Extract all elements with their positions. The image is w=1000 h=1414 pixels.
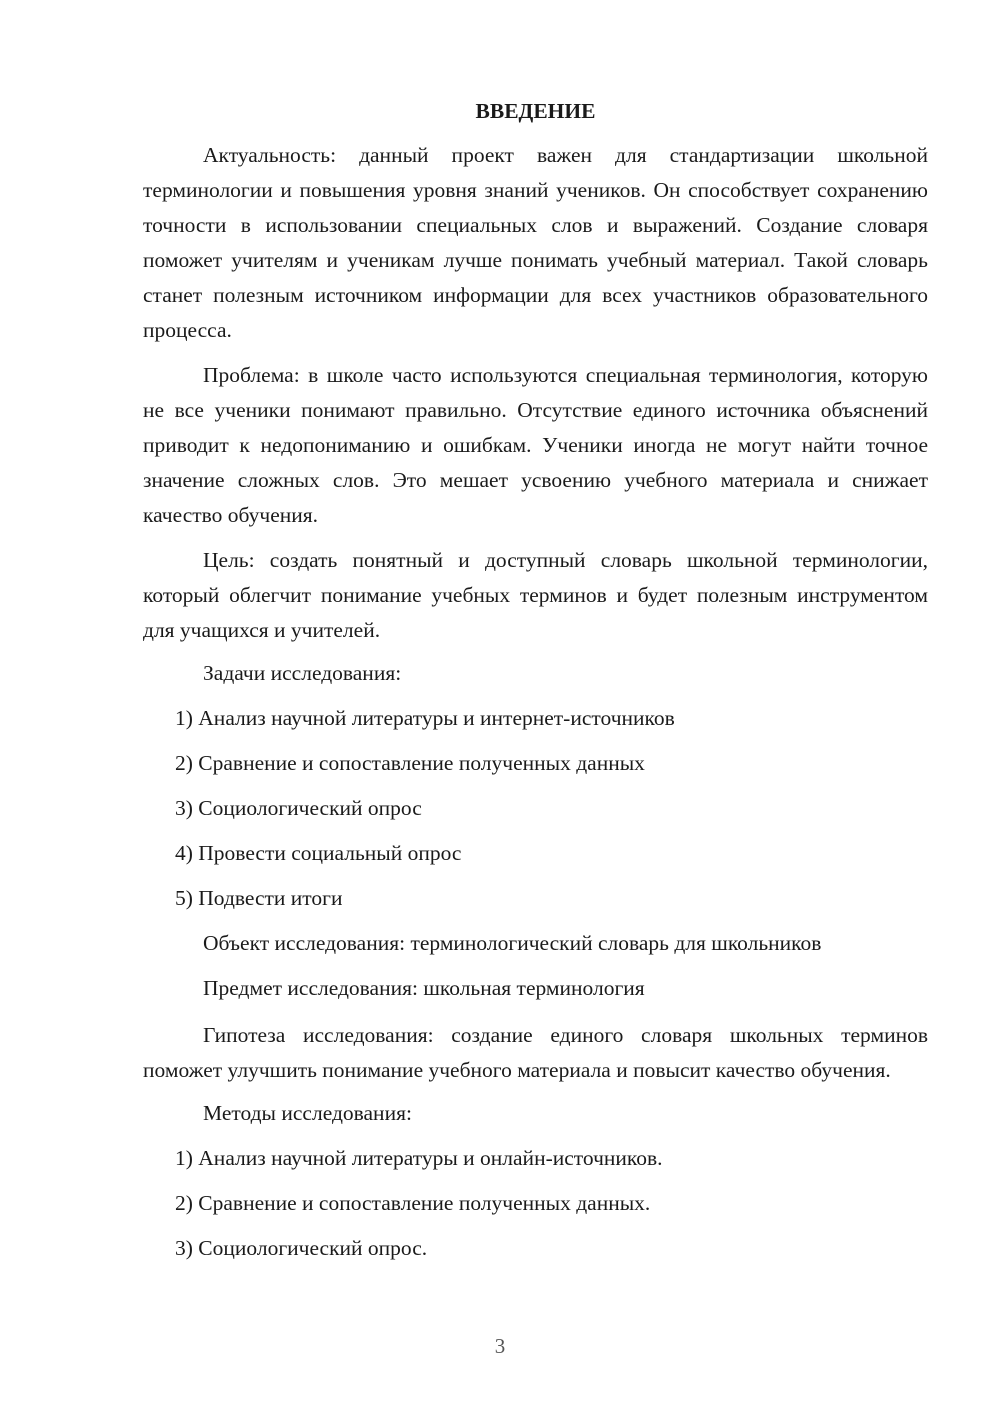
list-item: 4) Провести социальный опрос xyxy=(175,841,462,865)
list-item: 2) Сравнение и сопоставление полученных данных xyxy=(175,751,645,775)
problem-paragraph: Проблема: в школе часто используются специальная терминология, которую не все ученики понимают правильно. Отсутствие единого источника объяснений приводит к недопониманию и ошибкам. Ученики иногда не могут найти точное значение сложных слов. Это мешает усвоению учебного материала и снижает качество обучения. xyxy=(143,363,928,527)
document-page xyxy=(143,96,928,1278)
methods-list xyxy=(143,1143,928,1263)
research-subject: Предмет исследования: школьная терминология xyxy=(203,976,645,1000)
relevance-paragraph: Актуальность: данный проект важен для стандартизации школьной терминологии и повышения уровня знаний учеников. Он способствует сохранению точности в использовании специальных слов и выражений. Создание словаря поможет учителям и ученикам лучше понимать учебный материал. Такой словарь станет полезным источником информации для всех участников образовательного процесса. xyxy=(143,143,928,342)
tasks-list xyxy=(143,703,928,913)
goal-paragraph: Цель: создать понятный и доступный словарь школьной терминологии, который облегчит понимание учебных терминов и будет полезным инструментом для учащихся и учителей. xyxy=(143,548,928,642)
list-item: 1) Анализ научной литературы и интернет-источников xyxy=(175,706,675,730)
research-object: Объект исследования: терминологический словарь для школьников xyxy=(203,931,822,955)
list-item: 5) Подвести итоги xyxy=(175,886,343,910)
methods-heading: Методы исследования: xyxy=(203,1101,412,1125)
page-number: 3 xyxy=(494,1334,506,1358)
list-item: 2) Сравнение и сопоставление полученных данных. xyxy=(175,1191,651,1215)
list-item: 1) Анализ научной литературы и онлайн-источников. xyxy=(175,1146,663,1170)
tasks-heading: Задачи исследования: xyxy=(203,661,402,685)
list-item: 3) Социологический опрос. xyxy=(175,1236,428,1260)
section-title: ВВЕДЕНИЕ xyxy=(475,99,596,123)
hypothesis-paragraph: Гипотеза исследования: создание единого словаря школьных терминов поможет улучшить понимание учебного материала и повысит качество обучения. xyxy=(143,1023,928,1082)
list-item: 3) Социологический опрос xyxy=(175,796,422,820)
